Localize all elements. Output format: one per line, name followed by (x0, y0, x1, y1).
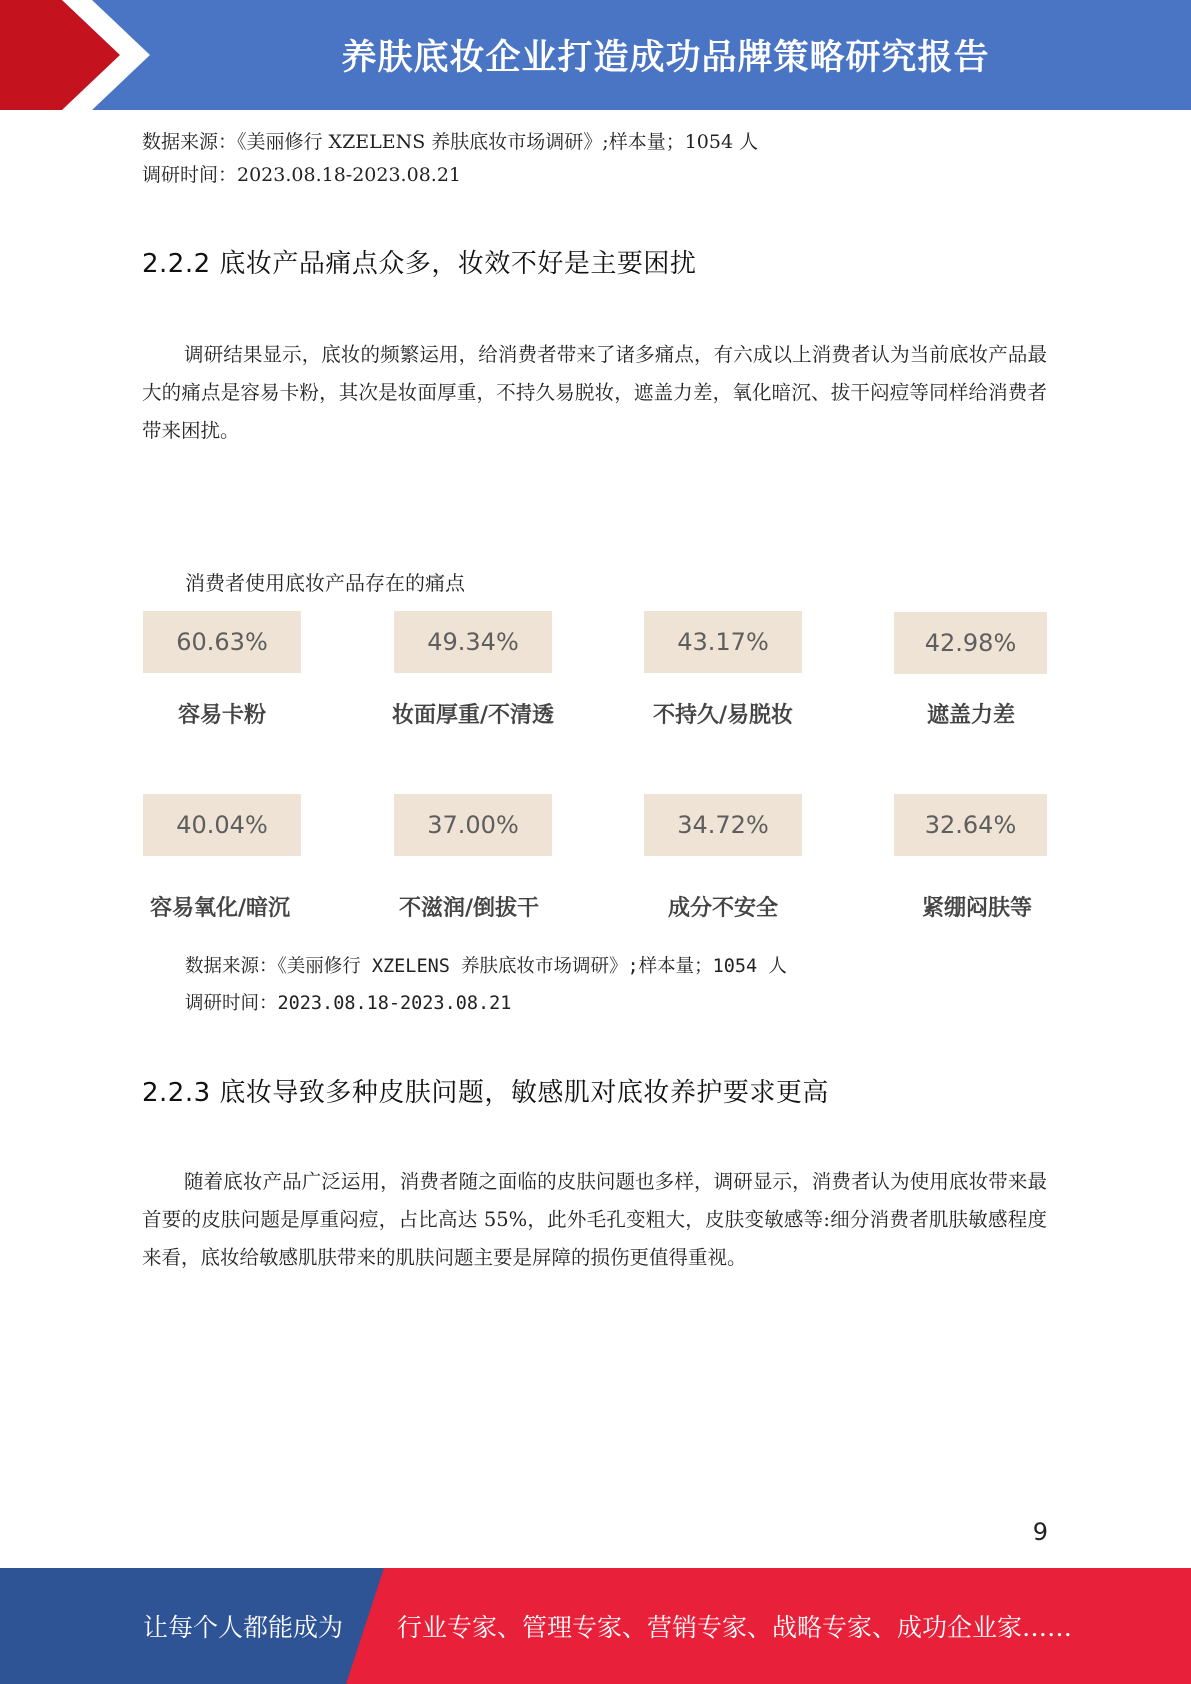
pain-point-label: 容易氧化/暗沉 (149, 896, 291, 921)
pain-point-label: 不持久/易脱妆 (652, 703, 794, 728)
section-paragraph-2-2-2: 调研结果显示，底妆的频繁运用，给消费者带来了诸多痛点，有六成以上消费者认为当前底妆产品最大的痛点是容易卡粉，其次是妆面厚重，不持久易脱妆，遮盖力差，氧化暗沉、拔干闷痘等同样给消费者带来困扰。 (142, 343, 1047, 442)
pain-point-label: 成分不安全 (667, 896, 778, 921)
pain-point-value: 32.64% (894, 794, 1047, 856)
pain-point-value: 60.63% (143, 611, 301, 673)
pain-point-label: 遮盖力差 (926, 703, 1015, 728)
pain-point-label: 不滋润/倒拔干 (398, 896, 540, 921)
pain-point-label: 容易卡粉 (177, 703, 266, 728)
survey-time-line: 调研时间：2023.08.18-2023.08.21 (185, 993, 512, 1014)
pain-point-value: 42.98% (894, 612, 1047, 674)
footer-slogan-left: 让每个人都能成为 (143, 1613, 344, 1642)
pain-point-label: 妆面厚重/不清透 (391, 703, 555, 728)
pain-point-value: 37.00% (394, 794, 552, 856)
pain-point-label: 紧绷闷肤等 (921, 896, 1032, 921)
report-title: 养肤底妆企业打造成功品牌策略研究报告 (341, 38, 990, 78)
pain-point-value: 43.17% (644, 611, 802, 673)
pain-point-value: 49.34% (394, 611, 552, 673)
data-source-line: 数据来源：《美丽修行 XZELENS 养肤底妆市场调研》;样本量；1054 人 (185, 956, 787, 977)
header-arrow-decoration (0, 0, 160, 110)
data-source-top (142, 126, 758, 192)
pain-point-value: 34.72% (644, 794, 802, 856)
footer-banner (0, 1568, 1191, 1684)
header-banner (0, 0, 1191, 110)
section-heading-2-2-2: 2.2.2 底妆产品痛点众多，妆效不好是主要困扰 (142, 249, 697, 279)
section-paragraph-2-2-3: 随着底妆产品广泛运用，消费者随之面临的皮肤问题也多样，调研显示，消费者认为使用底妆带来最首要的皮肤问题是厚重闷痘，占比高达 55%，此外毛孔变粗大，皮肤变敏感等:细分消费者肌肤敏感程度来看，底妆给敏感肌肤带来的肌肤问题主要是屏障的损伤更值得重视。 (142, 1170, 1047, 1269)
page-number: 9 (1032, 1518, 1048, 1546)
footer-slogan-right: 行业专家、管理专家、营销专家、战略专家、成功企业家…… (397, 1613, 1073, 1642)
data-source-figure (185, 948, 787, 1022)
survey-time-line: 调研时间：2023.08.18-2023.08.21 (142, 164, 461, 186)
data-source-line: 数据来源：《美丽修行 XZELENS 养肤底妆市场调研》;样本量；1054 人 (142, 131, 759, 153)
pain-point-value: 40.04% (143, 794, 301, 856)
section-heading-2-2-3: 2.2.3 底妆导致多种皮肤问题，敏感肌对底妆养护要求更高 (142, 1078, 829, 1108)
figure-caption: 消费者使用底妆产品存在的痛点 (185, 571, 465, 595)
